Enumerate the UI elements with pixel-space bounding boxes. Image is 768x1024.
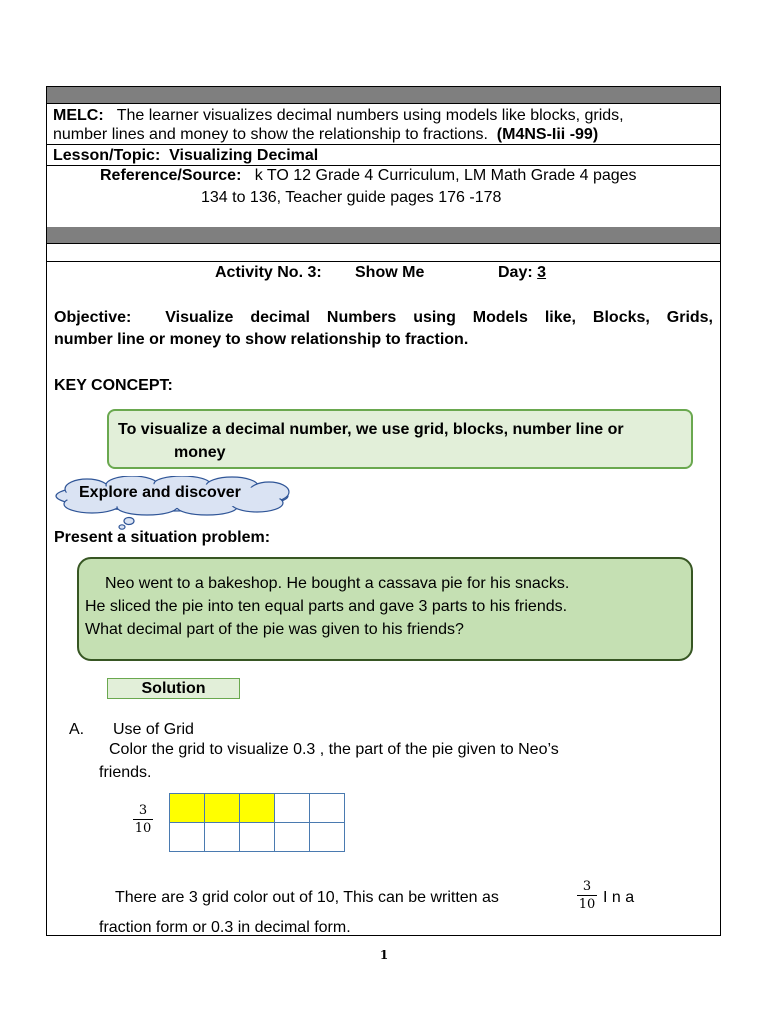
- explanation-part-1: There are 3 grid color out of 10, This can be written as: [115, 889, 499, 906]
- lesson-topic: [53, 146, 318, 166]
- grid-cell-colored[interactable]: [170, 794, 205, 823]
- fraction-numerator: 3: [582, 879, 592, 894]
- key-concept-line-2: money: [174, 444, 226, 461]
- lesson-label: Lesson/Topic:: [53, 147, 161, 164]
- explore-label: Explore and discover: [79, 484, 241, 501]
- melc-text-2: number lines and money to show the relationship to fractions.: [53, 126, 488, 143]
- explanation-line-2: fraction form or 0.3 in decimal form.: [99, 919, 351, 936]
- item-title: Use of Grid: [113, 721, 194, 738]
- grid-cell-colored[interactable]: [240, 794, 275, 823]
- key-concept-box: [107, 409, 693, 469]
- fraction-bar: [577, 895, 597, 896]
- explanation-part-2: I n a: [603, 889, 635, 906]
- objective-line-2: number line or money to show relationship to fraction.: [54, 331, 469, 348]
- page-number: 1: [379, 948, 389, 962]
- instruction-line-2: friends.: [99, 764, 152, 781]
- divider: [47, 261, 720, 262]
- objective-line-1: [54, 308, 713, 328]
- key-concept-line-1: To visualize a decimal number, we use grid, blocks, number line or: [118, 421, 624, 438]
- activity-name: Show Me: [355, 264, 425, 281]
- grid-cell[interactable]: [205, 823, 240, 852]
- day-label: Day:: [498, 264, 533, 281]
- lesson-value: Visualizing Decimal: [169, 147, 319, 164]
- situation-heading: Present a situation problem:: [54, 529, 271, 546]
- day-value: 3: [537, 264, 547, 281]
- reference-label: Reference/Source:: [100, 167, 242, 184]
- instruction-line-1: Color the grid to visualize 0.3 , the part of the pie given to Neo’s: [109, 741, 559, 758]
- melc-label: MELC:: [53, 107, 104, 124]
- objective-label: Objective:: [54, 309, 132, 326]
- key-concept-label: KEY CONCEPT:: [54, 377, 173, 394]
- reference-line-1: [100, 166, 637, 186]
- grid-cell-colored[interactable]: [205, 794, 240, 823]
- fraction-bar: [133, 819, 153, 820]
- grid-cell[interactable]: [310, 823, 345, 852]
- fraction-denominator: 10: [134, 821, 152, 836]
- grid-fraction: [133, 803, 153, 836]
- grid-cell[interactable]: [275, 794, 310, 823]
- worksheet-frame: [46, 86, 721, 936]
- divider: [47, 144, 720, 145]
- top-header-bar: [47, 87, 720, 104]
- situation-line-3: What decimal part of the pie was given to his friends?: [85, 621, 464, 638]
- melc-code: (M4NS-Iii -99): [496, 126, 599, 143]
- activity-day: [498, 263, 546, 283]
- grid-cell[interactable]: [310, 794, 345, 823]
- solution-label: Solution: [107, 678, 240, 699]
- situation-line-1: Neo went to a bakeshop. He bought a cassava pie for his snacks.: [105, 575, 570, 592]
- grid-cell[interactable]: [275, 823, 310, 852]
- item-letter: A.: [69, 721, 85, 738]
- melc-line-1: [53, 106, 624, 126]
- melc-text-1: The learner visualizes decimal numbers using models like blocks, grids,: [116, 107, 624, 124]
- situation-box: [77, 557, 693, 661]
- reference-text-1: k TO 12 Grade 4 Curriculum, LM Math Grade 4 pages: [254, 167, 637, 184]
- objective-text-1: Visualize decimal Numbers using Models like, Blocks, Grids,: [165, 309, 714, 326]
- reference-line-2: 134 to 136, Teacher guide pages 176 -178: [201, 189, 502, 206]
- grid-cell[interactable]: [240, 823, 275, 852]
- grid-cell[interactable]: [170, 823, 205, 852]
- decimal-grid: [169, 793, 345, 852]
- fraction-denominator: 10: [578, 897, 596, 912]
- melc-line-2: [53, 125, 598, 145]
- fraction-numerator: 3: [138, 803, 148, 818]
- section-header-bar: [47, 227, 720, 244]
- explanation-fraction: [577, 879, 597, 912]
- situation-line-2: He sliced the pie into ten equal parts and gave 3 parts to his friends.: [85, 598, 568, 615]
- activity-number: Activity No. 3:: [215, 264, 322, 281]
